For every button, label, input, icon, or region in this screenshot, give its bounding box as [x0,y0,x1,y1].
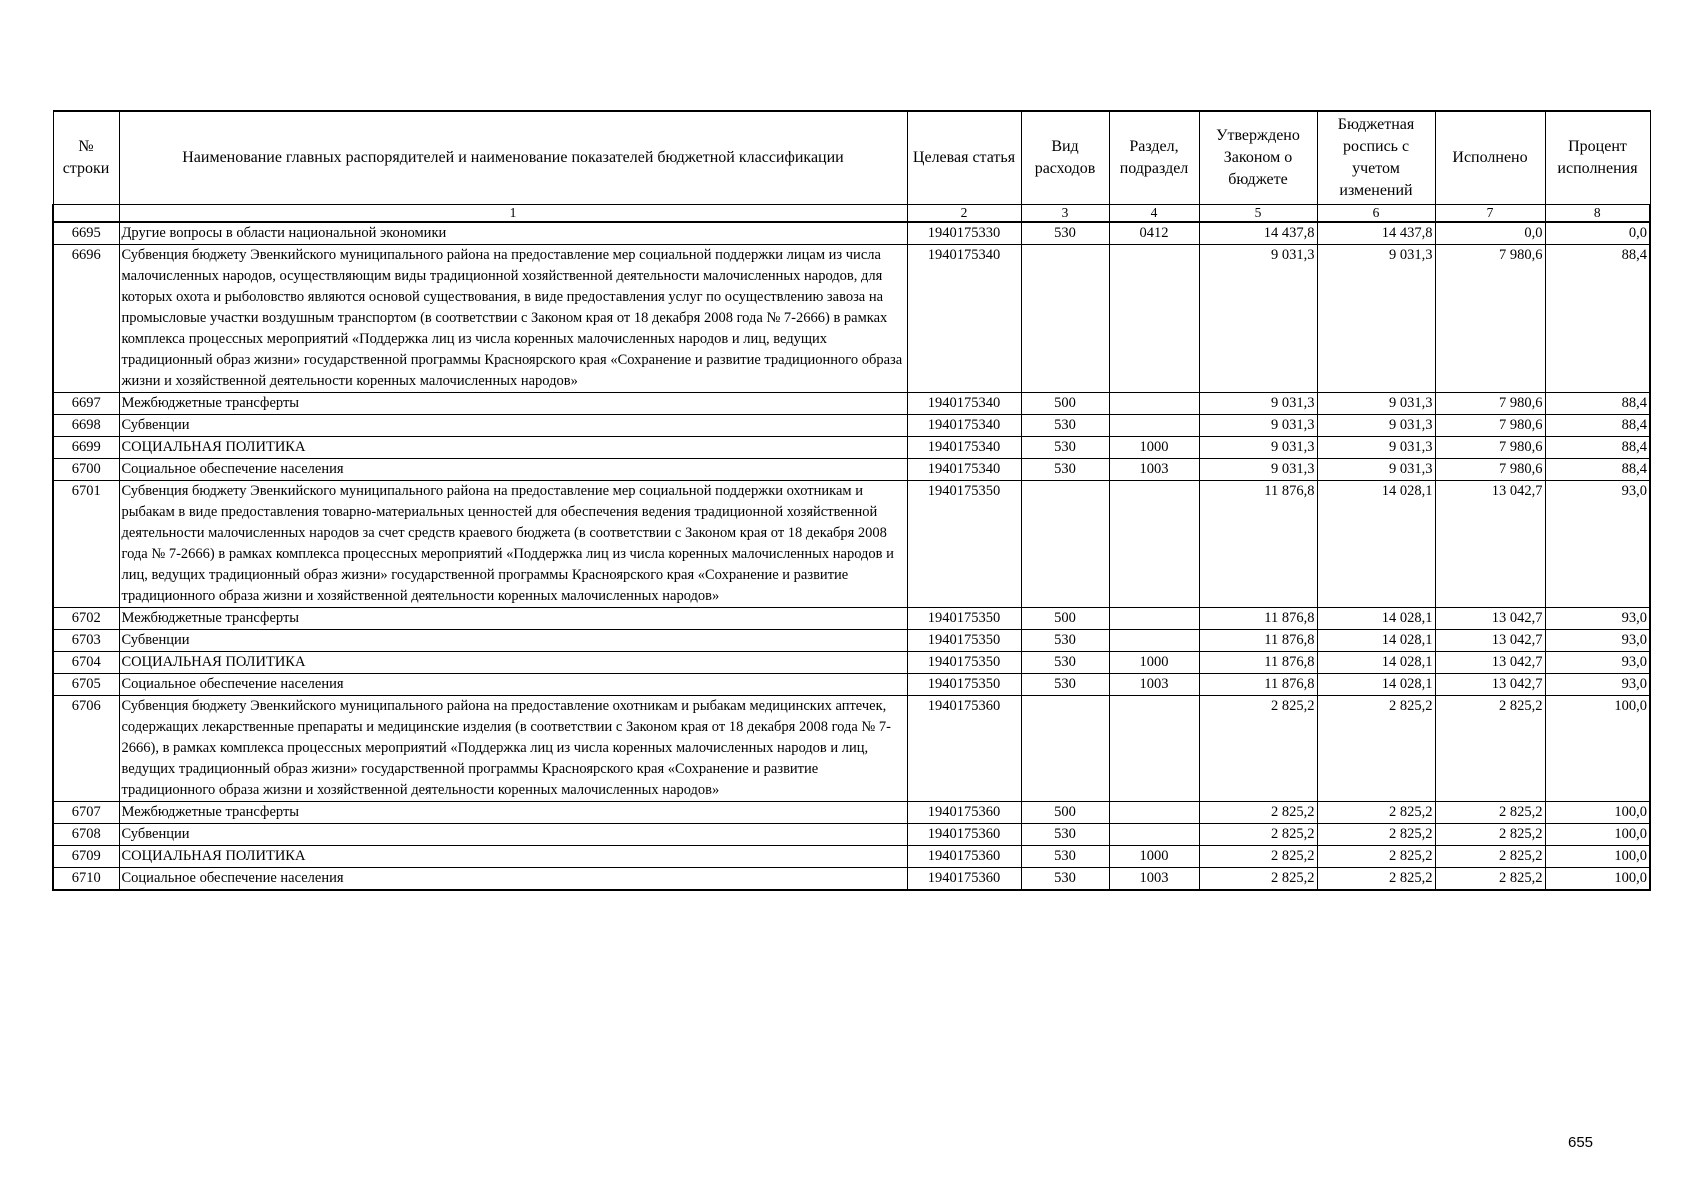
section-cell [1109,696,1199,802]
percent-cell: 100,0 [1545,824,1650,846]
budget-list-cell: 14 028,1 [1317,481,1435,608]
percent-cell: 88,4 [1545,459,1650,481]
name-cell: Межбюджетные трансферты [119,802,907,824]
column-number: 6 [1317,205,1435,223]
column-number: 7 [1435,205,1545,223]
table-row [53,868,1650,891]
row-number-cell: 6697 [53,393,119,415]
percent-cell: 88,4 [1545,415,1650,437]
budget-table [52,110,1651,891]
expense-type-cell: 530 [1021,415,1109,437]
executed-cell: 0,0 [1435,222,1545,245]
name-cell: Социальное обеспечение населения [119,459,907,481]
executed-cell: 13 042,7 [1435,630,1545,652]
target-article-cell: 1940175350 [907,652,1021,674]
budget-list-cell: 14 437,8 [1317,222,1435,245]
target-article-cell: 1940175360 [907,868,1021,891]
budget-list-cell: 9 031,3 [1317,437,1435,459]
header-target-article: Целевая статья [907,111,1021,205]
target-article-cell: 1940175360 [907,696,1021,802]
header-row-number: № строки [53,111,119,205]
table-row [53,846,1650,868]
budget-list-cell: 2 825,2 [1317,802,1435,824]
percent-cell: 100,0 [1545,868,1650,891]
table-row [53,696,1650,802]
section-cell [1109,630,1199,652]
expense-type-cell [1021,481,1109,608]
table-row [53,222,1650,245]
page-number: 655 [1568,1134,1594,1151]
column-number: 5 [1199,205,1317,223]
executed-cell: 2 825,2 [1435,802,1545,824]
name-cell: Субвенции [119,415,907,437]
executed-cell: 2 825,2 [1435,868,1545,891]
column-number: 2 [907,205,1021,223]
approved-cell: 2 825,2 [1199,846,1317,868]
table-row [53,437,1650,459]
budget-list-cell: 9 031,3 [1317,459,1435,481]
section-cell [1109,802,1199,824]
executed-cell: 13 042,7 [1435,652,1545,674]
expense-type-cell: 500 [1021,802,1109,824]
name-cell: Субвенция бюджету Эвенкийского муниципального района на предоставление мер социальной поддержки охотникам и рыбакам в виде предоставления товарно-материальных ценностей для обеспечения ведения традиционной хозяйственной деятельности малочисленных народов за счет средств краевого бюджета (в соответствии с Законом края от 18 декабря 2008 года № 7-2666) в рамках комплекса процессных мероприятий «Поддержка лиц из числа коренных малочисленных народов и лиц, ведущих традиционный образ жизни» государственной программы Красноярского края «Сохранение и развитие традиционного образа жизни и хозяйственной деятельности коренных малочисленных народов» [119,481,907,608]
header-section: Раздел, подраздел [1109,111,1199,205]
header-name: Наименование главных распорядителей и наименование показателей бюджетной классификации [119,111,907,205]
expense-type-cell: 530 [1021,846,1109,868]
name-cell: Субвенция бюджету Эвенкийского муниципального района на предоставление охотникам и рыбакам медицинских аптечек, содержащих лекарственные препараты и медицинские изделия (в соответствии с Законом края от 18 декабря 2008 года № 7-2666), в рамках комплекса процессных мероприятий «Поддержка лиц из числа коренных малочисленных народов и лиц, ведущих традиционный образ жизни» государственной программы Красноярского края «Сохранение и развитие традиционного образа жизни и хозяйственной деятельности коренных малочисленных народов» [119,696,907,802]
row-number-cell: 6710 [53,868,119,891]
executed-cell: 7 980,6 [1435,245,1545,393]
target-article-cell: 1940175340 [907,245,1021,393]
header-executed: Исполнено [1435,111,1545,205]
table-row [53,415,1650,437]
percent-cell: 93,0 [1545,481,1650,608]
executed-cell: 2 825,2 [1435,824,1545,846]
column-number: 8 [1545,205,1650,223]
executed-cell: 2 825,2 [1435,696,1545,802]
percent-cell: 100,0 [1545,802,1650,824]
target-article-cell: 1940175350 [907,481,1021,608]
approved-cell: 2 825,2 [1199,824,1317,846]
table-row [53,630,1650,652]
column-number-row [53,205,1650,223]
expense-type-cell: 500 [1021,608,1109,630]
approved-cell: 9 031,3 [1199,393,1317,415]
executed-cell: 13 042,7 [1435,481,1545,608]
expense-type-cell: 530 [1021,652,1109,674]
table-row [53,608,1650,630]
approved-cell: 9 031,3 [1199,437,1317,459]
expense-type-cell: 530 [1021,824,1109,846]
row-number-cell: 6708 [53,824,119,846]
approved-cell: 11 876,8 [1199,674,1317,696]
executed-cell: 2 825,2 [1435,846,1545,868]
table-body [53,222,1650,890]
name-cell: Субвенции [119,630,907,652]
target-article-cell: 1940175360 [907,824,1021,846]
target-article-cell: 1940175340 [907,437,1021,459]
name-cell: Межбюджетные трансферты [119,393,907,415]
section-cell: 1000 [1109,652,1199,674]
name-cell: СОЦИАЛЬНАЯ ПОЛИТИКА [119,846,907,868]
table-row [53,652,1650,674]
budget-list-cell: 2 825,2 [1317,824,1435,846]
target-article-cell: 1940175350 [907,630,1021,652]
executed-cell: 13 042,7 [1435,608,1545,630]
budget-list-cell: 2 825,2 [1317,696,1435,802]
approved-cell: 11 876,8 [1199,608,1317,630]
approved-cell: 11 876,8 [1199,630,1317,652]
name-cell: Субвенции [119,824,907,846]
percent-cell: 88,4 [1545,245,1650,393]
target-article-cell: 1940175360 [907,846,1021,868]
target-article-cell: 1940175350 [907,608,1021,630]
row-number-cell: 6706 [53,696,119,802]
target-article-cell: 1940175330 [907,222,1021,245]
header-percent: Процент исполнения [1545,111,1650,205]
approved-cell: 11 876,8 [1199,481,1317,608]
percent-cell: 93,0 [1545,608,1650,630]
table-row [53,674,1650,696]
row-number-cell: 6709 [53,846,119,868]
target-article-cell: 1940175350 [907,674,1021,696]
expense-type-cell: 530 [1021,459,1109,481]
section-cell: 0412 [1109,222,1199,245]
name-cell: Другие вопросы в области национальной экономики [119,222,907,245]
expense-type-cell [1021,245,1109,393]
section-cell [1109,481,1199,608]
expense-type-cell: 530 [1021,674,1109,696]
approved-cell: 9 031,3 [1199,459,1317,481]
budget-list-cell: 14 028,1 [1317,630,1435,652]
percent-cell: 0,0 [1545,222,1650,245]
table-row [53,393,1650,415]
header-row [53,111,1650,205]
executed-cell: 13 042,7 [1435,674,1545,696]
expense-type-cell: 530 [1021,630,1109,652]
target-article-cell: 1940175340 [907,393,1021,415]
executed-cell: 7 980,6 [1435,415,1545,437]
table-row [53,824,1650,846]
section-cell: 1003 [1109,674,1199,696]
row-number-cell: 6707 [53,802,119,824]
name-cell: Субвенция бюджету Эвенкийского муниципального района на предоставление мер социальной поддержки лицам из числа малочисленных народов, осуществляющим виды традиционной хозяйственной деятельности малочисленных народов, для которых охота и рыболовство являются основой существования, в виде предоставления услуг по осуществлению завоза на промысловые участки воздушным транспортом (в соответствии с Законом края от 18 декабря 2008 года № 7-2666) в рамках комплекса процессных мероприятий «Поддержка лиц из числа коренных малочисленных народов и лиц, ведущих традиционный образ жизни» государственной программы Красноярского края «Сохранение и развитие традиционного образа жизни и хозяйственной деятельности коренных малочисленных народов» [119,245,907,393]
row-number-cell: 6696 [53,245,119,393]
section-cell: 1000 [1109,437,1199,459]
name-cell: Межбюджетные трансферты [119,608,907,630]
table-row [53,245,1650,393]
approved-cell: 9 031,3 [1199,415,1317,437]
section-cell [1109,415,1199,437]
percent-cell: 100,0 [1545,846,1650,868]
section-cell [1109,245,1199,393]
section-cell: 1003 [1109,459,1199,481]
executed-cell: 7 980,6 [1435,459,1545,481]
target-article-cell: 1940175340 [907,415,1021,437]
section-cell [1109,824,1199,846]
percent-cell: 88,4 [1545,393,1650,415]
percent-cell: 100,0 [1545,696,1650,802]
approved-cell: 9 031,3 [1199,245,1317,393]
expense-type-cell: 530 [1021,868,1109,891]
row-number-cell: 6699 [53,437,119,459]
row-number-cell: 6705 [53,674,119,696]
name-cell: СОЦИАЛЬНАЯ ПОЛИТИКА [119,437,907,459]
target-article-cell: 1940175340 [907,459,1021,481]
percent-cell: 93,0 [1545,630,1650,652]
approved-cell: 2 825,2 [1199,868,1317,891]
name-cell: Социальное обеспечение населения [119,868,907,891]
percent-cell: 88,4 [1545,437,1650,459]
executed-cell: 7 980,6 [1435,393,1545,415]
section-cell [1109,393,1199,415]
name-cell: СОЦИАЛЬНАЯ ПОЛИТИКА [119,652,907,674]
approved-cell: 2 825,2 [1199,802,1317,824]
budget-list-cell: 2 825,2 [1317,846,1435,868]
column-number: 1 [119,205,907,223]
budget-list-cell: 14 028,1 [1317,652,1435,674]
header-budget-list: Бюджетная роспись с учетом изменений [1317,111,1435,205]
approved-cell: 11 876,8 [1199,652,1317,674]
column-number: 3 [1021,205,1109,223]
row-number-cell: 6703 [53,630,119,652]
target-article-cell: 1940175360 [907,802,1021,824]
expense-type-cell: 530 [1021,222,1109,245]
header-expense-type: Вид расходов [1021,111,1109,205]
executed-cell: 7 980,6 [1435,437,1545,459]
row-number-cell: 6700 [53,459,119,481]
table-row [53,459,1650,481]
budget-list-cell: 9 031,3 [1317,245,1435,393]
budget-list-cell: 14 028,1 [1317,674,1435,696]
column-number [53,205,119,223]
section-cell: 1000 [1109,846,1199,868]
budget-list-cell: 9 031,3 [1317,393,1435,415]
row-number-cell: 6698 [53,415,119,437]
percent-cell: 93,0 [1545,674,1650,696]
section-cell [1109,608,1199,630]
budget-list-cell: 14 028,1 [1317,608,1435,630]
table-row [53,802,1650,824]
row-number-cell: 6702 [53,608,119,630]
name-cell: Социальное обеспечение населения [119,674,907,696]
header-approved: Утверждено Законом о бюджете [1199,111,1317,205]
budget-list-cell: 9 031,3 [1317,415,1435,437]
table-row [53,481,1650,608]
row-number-cell: 6704 [53,652,119,674]
expense-type-cell [1021,696,1109,802]
expense-type-cell: 500 [1021,393,1109,415]
column-number: 4 [1109,205,1199,223]
table-header [53,111,1650,222]
approved-cell: 14 437,8 [1199,222,1317,245]
section-cell: 1003 [1109,868,1199,891]
row-number-cell: 6695 [53,222,119,245]
approved-cell: 2 825,2 [1199,696,1317,802]
row-number-cell: 6701 [53,481,119,608]
percent-cell: 93,0 [1545,652,1650,674]
expense-type-cell: 530 [1021,437,1109,459]
budget-list-cell: 2 825,2 [1317,868,1435,891]
